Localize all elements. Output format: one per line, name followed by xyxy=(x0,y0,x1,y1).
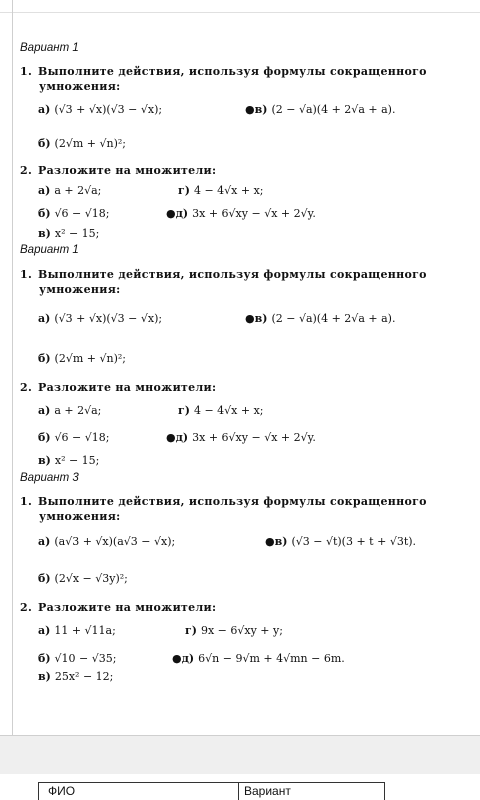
exercise-item xyxy=(38,404,101,417)
task-text-cont: умножения: xyxy=(39,283,121,296)
task-1-heading xyxy=(20,494,470,524)
exercise-item xyxy=(166,207,316,220)
item-expression: √10 − √35; xyxy=(54,652,117,665)
item-label: а) xyxy=(38,535,51,548)
task-number: 2. xyxy=(20,601,33,614)
item-expression: (a√3 + √x)(a√3 − √x); xyxy=(54,535,176,548)
item-label: г) xyxy=(178,404,190,417)
item-label: ●д) xyxy=(166,207,189,220)
item-label: б) xyxy=(38,352,51,365)
task-number: 1. xyxy=(20,65,33,78)
exercise-item xyxy=(38,184,101,197)
task-text: Выполните действия, используя формулы сокращенного xyxy=(38,65,427,78)
item-expression: a + 2√a; xyxy=(54,184,102,197)
item-expression: (2 − √a)(4 + 2√a + a). xyxy=(271,103,396,116)
item-label: г) xyxy=(178,184,190,197)
table-divider xyxy=(38,782,39,800)
task-number: 1. xyxy=(20,268,33,281)
item-label: а) xyxy=(38,312,51,325)
item-expression: 6√n − 9√m + 4√mn − 6m. xyxy=(198,652,345,665)
task-2-heading xyxy=(20,163,470,178)
exercise-item xyxy=(185,624,283,637)
task-text-cont: умножения: xyxy=(39,80,121,93)
item-label: а) xyxy=(38,184,51,197)
item-label: а) xyxy=(38,404,51,417)
item-label: в) xyxy=(38,454,51,467)
item-expression: 3x + 6√xy − √x + 2√y. xyxy=(192,207,316,220)
exercise-item xyxy=(38,431,109,444)
task-2-heading xyxy=(20,380,470,395)
item-expression: 4 − 4√x + x; xyxy=(193,184,264,197)
item-expression: 25x² − 12; xyxy=(54,670,114,683)
exercise-item xyxy=(172,652,345,665)
item-label: б) xyxy=(38,137,51,150)
task-2-heading xyxy=(20,600,470,615)
task-number: 2. xyxy=(20,381,33,394)
item-expression: 9x − 6√xy + y; xyxy=(200,624,283,637)
exercise-item xyxy=(38,670,113,683)
variant-title: Вариант 3 xyxy=(20,472,79,484)
item-expression: x² − 15; xyxy=(54,227,100,240)
exercise-item xyxy=(38,312,162,325)
item-label: а) xyxy=(38,624,51,637)
exercise-item xyxy=(38,207,109,220)
exercise-item xyxy=(38,227,99,240)
exercise-item xyxy=(38,352,126,365)
exercise-item xyxy=(38,137,126,150)
item-expression: 4 − 4√x + x; xyxy=(193,404,264,417)
page-top-edge xyxy=(0,12,480,13)
item-expression: (√3 − √t)(3 + t + √3t). xyxy=(291,535,417,548)
item-label: б) xyxy=(38,207,51,220)
task-number: 1. xyxy=(20,495,33,508)
item-expression: (√3 + √x)(√3 − √x); xyxy=(54,103,163,116)
task-text-cont: умножения: xyxy=(39,510,121,523)
task-text: Выполните действия, используя формулы сокращенного xyxy=(38,268,427,281)
item-expression: 11 + √11a; xyxy=(54,624,116,637)
item-label: ●в) xyxy=(245,103,268,116)
item-expression: (2√m + √n)²; xyxy=(54,352,126,365)
item-label: ●в) xyxy=(265,535,288,548)
variant-title: Вариант 1 xyxy=(20,42,79,54)
item-label: ●д) xyxy=(166,431,189,444)
exercise-item xyxy=(166,431,316,444)
item-expression: 3x + 6√xy − √x + 2√y. xyxy=(192,431,316,444)
item-expression: (√3 + √x)(√3 − √x); xyxy=(54,312,163,325)
task-text: Разложите на множители: xyxy=(38,164,217,177)
item-expression: (2√m + √n)²; xyxy=(54,137,126,150)
footer-table xyxy=(0,774,480,800)
item-expression: a + 2√a; xyxy=(54,404,102,417)
exercise-item xyxy=(38,103,162,116)
task-text: Разложите на множители: xyxy=(38,601,217,614)
item-label: ●в) xyxy=(245,312,268,325)
item-expression: (2 − √a)(4 + 2√a + a). xyxy=(271,312,396,325)
item-label: в) xyxy=(38,670,51,683)
page-left-edge xyxy=(12,0,13,735)
item-expression: √6 − √18; xyxy=(54,207,110,220)
task-1-heading xyxy=(20,64,470,94)
task-number: 2. xyxy=(20,164,33,177)
task-1-heading xyxy=(20,267,470,297)
item-label: в) xyxy=(38,227,51,240)
item-expression: √6 − √18; xyxy=(54,431,110,444)
exercise-item xyxy=(38,454,99,467)
fio-label: ФИО xyxy=(48,784,76,798)
variant-label: Вариант xyxy=(244,784,291,798)
exercise-item xyxy=(265,535,416,548)
exercise-item xyxy=(178,184,264,197)
item-label: б) xyxy=(38,572,51,585)
exercise-item xyxy=(38,652,116,665)
task-text: Выполните действия, используя формулы сокращенного xyxy=(38,495,427,508)
item-label: г) xyxy=(185,624,197,637)
exercise-item xyxy=(38,535,175,548)
exercise-item xyxy=(38,572,128,585)
item-label: а) xyxy=(38,103,51,116)
item-label: б) xyxy=(38,652,51,665)
exercise-item xyxy=(245,103,395,116)
item-label: б) xyxy=(38,431,51,444)
variant-title: Вариант 1 xyxy=(20,244,79,256)
exercise-item xyxy=(178,404,264,417)
exercise-item xyxy=(245,312,395,325)
item-expression: (2√x − √3y)²; xyxy=(54,572,128,585)
item-label: ●д) xyxy=(172,652,195,665)
exercise-item xyxy=(38,624,116,637)
task-text: Разложите на множители: xyxy=(38,381,217,394)
table-divider xyxy=(384,782,385,800)
table-top-border xyxy=(38,782,384,783)
item-expression: x² − 15; xyxy=(54,454,100,467)
page-gap xyxy=(0,735,480,775)
table-divider xyxy=(238,782,239,800)
